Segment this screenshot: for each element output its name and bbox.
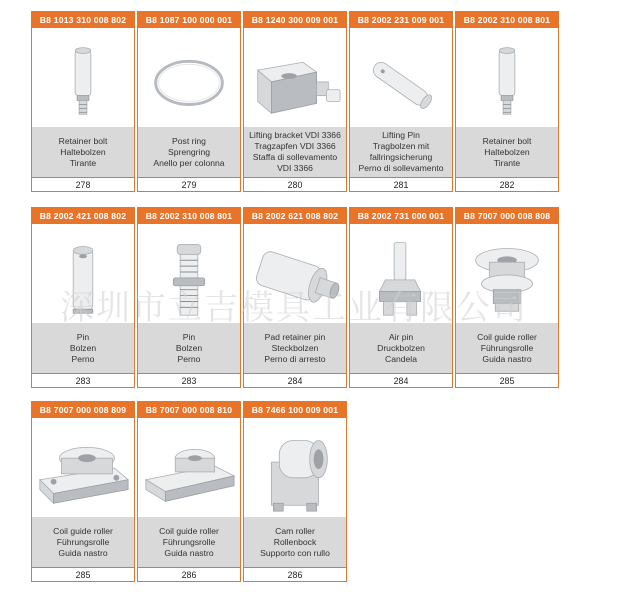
page-number: 286 xyxy=(244,567,346,582)
page-number: 280 xyxy=(244,177,346,192)
description-line: Perno xyxy=(177,353,201,364)
product-description xyxy=(32,127,134,177)
description-line: Lifting bracket VDI 3366 xyxy=(249,130,341,140)
description-line: Pin xyxy=(76,331,90,342)
page-number: 278 xyxy=(32,177,134,192)
description-line: Supporto con rullo xyxy=(260,547,330,558)
product-card xyxy=(31,401,135,582)
product-card xyxy=(243,11,347,192)
article-number: B8 1087 100 000 001 xyxy=(138,12,240,28)
description-line: Tirante xyxy=(69,157,97,168)
article-number: B8 1240 300 009 001 xyxy=(244,12,346,28)
product-description xyxy=(244,127,346,177)
lifting-bracket-icon xyxy=(244,28,346,127)
description-line: Staffa di sollevamento xyxy=(252,152,338,162)
description-line: Retainer bolt xyxy=(482,135,532,146)
cam-roller-icon xyxy=(244,418,346,517)
description-line: Air pin xyxy=(388,331,414,342)
article-number: B8 1013 310 008 802 xyxy=(32,12,134,28)
page-number: 279 xyxy=(138,177,240,192)
description-line: Perno di sollevamento xyxy=(358,163,444,173)
article-number: B8 2002 621 008 802 xyxy=(244,208,346,224)
product-card xyxy=(137,11,241,192)
page-number: 282 xyxy=(456,177,558,192)
product-description xyxy=(138,517,240,567)
coil-guide-roller-plate-icon xyxy=(138,418,240,517)
description-line: Cam roller xyxy=(275,525,315,536)
product-description xyxy=(244,323,346,373)
product-card xyxy=(243,401,347,582)
description-line: Anello per colonna xyxy=(153,157,225,168)
article-number: B8 7007 000 008 809 xyxy=(32,402,134,418)
article-number: B8 2002 310 008 801 xyxy=(138,208,240,224)
description-line: Tragbolzen mit xyxy=(372,141,430,151)
description-line: Perno di arresto xyxy=(264,353,326,364)
product-description xyxy=(138,323,240,373)
description-line: fallringsicherung xyxy=(369,152,433,162)
description-line: Lifting Pin xyxy=(382,130,420,140)
post-ring-icon xyxy=(138,28,240,127)
product-card xyxy=(31,11,135,192)
description-line: Tragzapfen VDI 3366 xyxy=(254,141,336,151)
article-number: B8 7007 000 008 808 xyxy=(456,208,558,224)
description-line: Führungsrolle xyxy=(480,342,534,353)
watermark: 深圳市立吉模具工业有限公司 xyxy=(60,288,528,328)
product-description xyxy=(350,127,452,177)
product-description xyxy=(456,127,558,177)
page-number: 283 xyxy=(138,373,240,388)
description-line: Coil guide roller xyxy=(53,525,113,536)
description-line: Retainer bolt xyxy=(58,135,108,146)
page-number: 286 xyxy=(138,567,240,582)
description-line: Steckbolzen xyxy=(271,342,319,353)
product-description xyxy=(244,517,346,567)
description-line: Guida nastro xyxy=(58,547,108,558)
description-line: Pin xyxy=(182,331,196,342)
article-number: B8 7007 000 008 810 xyxy=(138,402,240,418)
article-number: B8 2002 231 009 001 xyxy=(350,12,452,28)
description-line: Sprengring xyxy=(167,146,211,157)
description-line: Rollenbock xyxy=(273,536,317,547)
product-description xyxy=(138,127,240,177)
article-number: B8 2002 731 000 001 xyxy=(350,208,452,224)
coil-guide-roller-flange-icon xyxy=(32,418,134,517)
article-number: B8 2002 421 008 802 xyxy=(32,208,134,224)
page-number: 285 xyxy=(456,373,558,388)
description-line: Pad retainer pin xyxy=(264,331,326,342)
page-number: 284 xyxy=(350,373,452,388)
description-line: Haltebolzen xyxy=(484,146,530,157)
description-line: Tirante xyxy=(493,157,521,168)
product-card xyxy=(137,401,241,582)
article-number: B8 2002 310 008 801 xyxy=(456,12,558,28)
description-line: Post ring xyxy=(172,135,206,146)
product-card xyxy=(349,11,453,192)
description-line: Haltebolzen xyxy=(60,146,106,157)
page-number: 284 xyxy=(244,373,346,388)
description-line: Coil guide roller xyxy=(159,525,219,536)
description-line: Bolzen xyxy=(69,342,97,353)
product-card xyxy=(455,11,559,192)
article-number: B8 7466 100 009 001 xyxy=(244,402,346,418)
product-description xyxy=(32,323,134,373)
description-line: Candela xyxy=(384,353,417,364)
page-number: 281 xyxy=(350,177,452,192)
product-description xyxy=(350,323,452,373)
description-line: Führungsrolle xyxy=(162,536,216,547)
retainer-bolt-icon xyxy=(456,28,558,127)
description-line: Druckbolzen xyxy=(377,342,425,353)
description-line: Coil guide roller xyxy=(477,331,537,342)
page-number: 285 xyxy=(32,567,134,582)
description-line: Führungsrolle xyxy=(56,536,110,547)
description-line: VDI 3366 xyxy=(277,163,313,173)
description-line: Guida nastro xyxy=(482,353,532,364)
product-description xyxy=(456,323,558,373)
description-line: Perno xyxy=(71,353,95,364)
lifting-pin-icon xyxy=(350,28,452,127)
product-description xyxy=(32,517,134,567)
retainer-bolt-icon xyxy=(32,28,134,127)
description-line: Bolzen xyxy=(175,342,203,353)
description-line: Guida nastro xyxy=(164,547,214,558)
page-number: 283 xyxy=(32,373,134,388)
